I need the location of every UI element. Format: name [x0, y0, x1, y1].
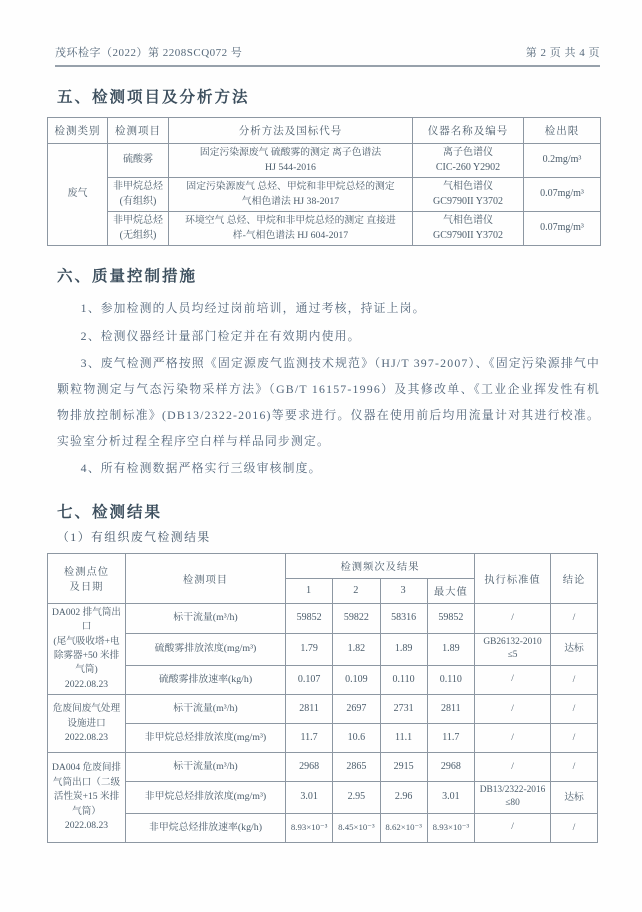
table-header-row	[48, 118, 601, 144]
category-cell: 废气	[48, 144, 108, 246]
paragraph: 2、检测仪器经计量部门检定并在有效期内使用。	[80, 328, 361, 343]
limit-cell: 0.2mg/m³	[524, 144, 601, 178]
item-line: (无组织)	[119, 229, 157, 241]
col-limit: 检出限	[524, 118, 601, 144]
conclusion-cell: /	[551, 603, 598, 633]
col-n2: 2	[333, 578, 380, 603]
conclusion-cell: /	[551, 665, 598, 695]
method-code: 气相色谱法 HJ 38-2017	[241, 195, 340, 207]
paragraph: 4、所有检测数据严格实行三级审核制度。	[80, 461, 322, 476]
table-row	[48, 813, 598, 842]
limit-cell: 0.07mg/m³	[524, 178, 601, 212]
value-cell: 8.45×10⁻³	[333, 813, 380, 842]
value-cell: 59852	[286, 603, 333, 633]
instrument-cell	[413, 144, 524, 178]
col-n3: 3	[380, 578, 427, 603]
conclusion-cell: /	[551, 724, 598, 753]
value-cell: 2968	[286, 753, 333, 782]
col-max: 最大值	[427, 578, 474, 603]
col-standard: 执行标准值	[475, 553, 551, 603]
item-cell	[108, 212, 169, 246]
value-cell: 2811	[286, 695, 333, 724]
analysis-methods-table	[47, 117, 601, 246]
conclusion-cell: 达标	[551, 782, 598, 813]
value-cell: 58316	[380, 603, 427, 633]
limit-cell: 0.07mg/m³	[524, 212, 601, 246]
col-instrument: 仪器名称及编号	[413, 118, 524, 144]
item-cell: 非甲烷总烃排放速率(kg/h)	[126, 813, 286, 842]
table-row	[48, 782, 598, 813]
item-line: 硫酸雾	[123, 154, 153, 166]
item-line: 非甲烷总烃	[113, 181, 163, 192]
value-cell: 2.96	[380, 782, 427, 813]
col-item: 检测项目	[108, 118, 169, 144]
table-row	[48, 665, 598, 695]
value-cell: 0.110	[380, 665, 427, 695]
instrument-code: CIC-260 Y2902	[435, 161, 501, 173]
section5-title: 五、检测项目及分析方法	[57, 89, 250, 106]
value-cell: 3.01	[286, 782, 333, 813]
item-cell: 非甲烷总烃排放浓度(mg/m³)	[126, 724, 286, 753]
point-line: DA004 危废间排气筒出口（二级活性炭+15 米排气筒）	[51, 762, 122, 817]
col-category: 检测类别	[48, 118, 108, 144]
results-subtitle: （1）有组织废气检测结果	[57, 529, 211, 544]
value-cell: 11.1	[380, 724, 427, 753]
table-header-row	[48, 553, 598, 578]
col-conclusion: 结论	[551, 553, 598, 603]
instrument-name: 气相色谱仪	[443, 215, 493, 226]
col-frequency-results: 检测频次及结果	[286, 553, 475, 578]
value-cell: 1.79	[286, 633, 333, 665]
max-cell: 1.89	[427, 633, 474, 665]
point-date: 2022.08.23	[64, 678, 109, 690]
standard-cell: /	[475, 695, 551, 724]
col-point-line: 检测点位	[63, 567, 110, 579]
instrument-name: 离子色谱仪	[443, 147, 493, 158]
point-cell	[48, 695, 126, 753]
item-cell	[108, 178, 169, 212]
max-cell: 11.7	[427, 724, 474, 753]
method-cell	[169, 212, 413, 246]
value-cell: 1.82	[333, 633, 380, 665]
value-cell: 8.62×10⁻³	[380, 813, 427, 842]
standard-code: DB13/2322-2016	[479, 785, 546, 796]
point-line: DA002 排气筒出口	[51, 606, 122, 633]
max-cell: 2968	[427, 753, 474, 782]
method-cell	[169, 178, 413, 212]
method-cell	[169, 144, 413, 178]
value-cell: 2731	[380, 695, 427, 724]
table-row	[48, 212, 601, 246]
standard-cell: /	[475, 813, 551, 842]
conclusion-cell: /	[551, 813, 598, 842]
value-cell: 10.6	[333, 724, 380, 753]
item-line: (有组织)	[119, 195, 157, 207]
standard-cell: /	[475, 665, 551, 695]
col-method: 分析方法及国标代号	[169, 118, 413, 144]
instrument-name: 气相色谱仪	[443, 181, 493, 192]
table-row	[48, 633, 598, 665]
item-cell: 非甲烷总烃排放浓度(mg/m³)	[126, 782, 286, 813]
point-cell	[48, 753, 126, 842]
item-cell: 标干流量(m³/h)	[126, 603, 286, 633]
value-cell: 1.89	[380, 633, 427, 665]
standard-limit: ≤5	[507, 650, 518, 661]
item-line: 非甲烷总烃	[113, 215, 163, 226]
col-point-line: 及日期	[69, 582, 104, 594]
organized-exhaust-results-table	[47, 553, 598, 843]
item-cell: 标干流量(m³/h)	[126, 695, 286, 724]
value-cell: 0.109	[333, 665, 380, 695]
method-code: 样-气相色谱法 HJ 604-2017	[232, 229, 349, 241]
standard-limit: ≤80	[505, 798, 520, 809]
method-line: 固定污染源废气 硫酸雾的测定 离子色谱法	[199, 147, 382, 159]
item-cell	[108, 144, 169, 178]
value-cell: 2865	[333, 753, 380, 782]
table-row	[48, 178, 601, 212]
table-row	[48, 603, 598, 633]
max-cell: 2811	[427, 695, 474, 724]
value-cell: 11.7	[286, 724, 333, 753]
conclusion-cell: /	[551, 753, 598, 782]
value-cell: 2.95	[333, 782, 380, 813]
col-item: 检测项目	[126, 553, 286, 603]
paragraph: 1、参加检测的人员均经过岗前培训，通过考核，持证上岗。	[80, 301, 426, 315]
item-cell: 硫酸雾排放速率(kg/h)	[126, 665, 286, 695]
instrument-code: GC9790II Y3702	[433, 229, 503, 241]
page-header	[55, 44, 600, 67]
quality-control-paragraphs	[57, 296, 600, 482]
conclusion-cell: 达标	[551, 633, 598, 665]
col-point	[48, 553, 126, 603]
point-line: (尾气吸收塔+电除雾器+50 米排气筒)	[53, 635, 120, 676]
table-row	[48, 724, 598, 753]
value-cell: 0.107	[286, 665, 333, 695]
standard-cell	[475, 633, 551, 665]
section7-title: 七、检测结果	[57, 503, 163, 521]
max-cell: 3.01	[427, 782, 474, 813]
table-row	[48, 144, 601, 178]
point-date: 2022.08.23	[64, 731, 109, 743]
method-line: 环境空气 总烃、甲烷和非甲烷总烃的测定 直接进	[185, 215, 396, 227]
max-cell: 0.110	[427, 665, 474, 695]
doc-number: 茂环检字（2022）第 2208SCQ072 号	[55, 47, 243, 59]
section6-title: 六、质量控制措施	[57, 268, 198, 285]
method-code: HJ 544-2016	[265, 161, 316, 173]
value-cell: 59822	[333, 603, 380, 633]
table-row	[48, 753, 598, 782]
method-line: 固定污染源废气 总烃、甲烷和非甲烷总烃的测定	[186, 181, 395, 193]
standard-cell	[475, 782, 551, 813]
value-cell: 8.93×10⁻³	[286, 813, 333, 842]
page-number: 第 2 页 共 4 页	[525, 47, 600, 59]
value-cell: 2697	[333, 695, 380, 724]
standard-cell: /	[475, 753, 551, 782]
col-n1: 1	[286, 578, 333, 603]
point-line: 危废间废气处理设施进口	[52, 703, 121, 729]
max-cell: 8.93×10⁻³	[427, 813, 474, 842]
standard-code: GB26132-2010	[483, 636, 542, 647]
instrument-cell	[413, 212, 524, 246]
instrument-cell	[413, 178, 524, 212]
table-row	[48, 695, 598, 724]
conclusion-cell: /	[551, 695, 598, 724]
standard-cell: /	[475, 724, 551, 753]
paragraph: 3、废气检测严格按照《固定源废气监测技术规范》（HJ/T 397-2007）、《固定污染源排气中颗粒物测定与气态污染物采样方法》（GB/T 16157-1996）及其修改单、《工业企业挥发性有机物排放控制标准》(DB13/2322-2016)等要求进行。仪器在使用前后均用流量计对其进行校准。实验室分析过程全程序空白样与样品同步测定。	[57, 356, 600, 448]
value-cell: 2915	[380, 753, 427, 782]
point-cell	[48, 603, 126, 694]
instrument-code: GC9790II Y3702	[433, 195, 503, 207]
max-cell: 59852	[427, 603, 474, 633]
standard-cell: /	[475, 603, 551, 633]
point-date: 2022.08.23	[64, 820, 109, 831]
item-cell: 标干流量(m³/h)	[126, 753, 286, 782]
item-cell: 硫酸雾排放浓度(mg/m³)	[126, 633, 286, 665]
